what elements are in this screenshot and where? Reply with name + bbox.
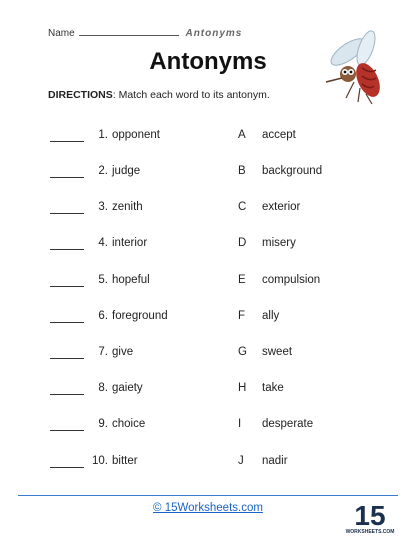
- answer-blank[interactable]: [50, 358, 84, 359]
- row-2: [0, 165, 416, 183]
- item-word: hopeful: [112, 274, 150, 286]
- answer-blank[interactable]: [50, 430, 84, 431]
- row-1: [0, 129, 416, 147]
- item-number: 9.: [98, 418, 108, 430]
- answer-blank[interactable]: [50, 394, 84, 395]
- option-letter: J: [238, 455, 244, 467]
- logo-number: 15: [354, 500, 386, 531]
- mosquito-icon: [318, 30, 394, 106]
- item-word: bitter: [112, 455, 138, 467]
- option-letter: A: [238, 129, 246, 141]
- item-word: gaiety: [112, 382, 143, 394]
- item-number: 5.: [98, 274, 108, 286]
- item-number: 4.: [98, 237, 108, 249]
- directions: [48, 89, 270, 101]
- row-3: [0, 201, 416, 219]
- item-word: opponent: [112, 129, 160, 141]
- footer-divider: [18, 495, 398, 496]
- row-5: [0, 274, 416, 292]
- item-number: 10.: [92, 455, 108, 467]
- item-number: 1.: [98, 129, 108, 141]
- answer-blank[interactable]: [50, 249, 84, 250]
- option-antonym: nadir: [262, 455, 288, 467]
- option-letter: I: [238, 418, 242, 430]
- answer-blank[interactable]: [50, 286, 84, 287]
- name-label: Name: [48, 28, 75, 39]
- option-antonym: sweet: [262, 346, 293, 358]
- option-antonym: take: [262, 382, 284, 394]
- row-4: [0, 237, 416, 255]
- option-antonym: ally: [262, 310, 280, 322]
- option-letter: G: [238, 346, 247, 358]
- option-antonym: accept: [262, 129, 296, 141]
- option-antonym: misery: [262, 237, 296, 249]
- item-word: judge: [112, 165, 141, 177]
- option-letter: E: [238, 274, 246, 286]
- name-row: [48, 26, 242, 39]
- item-number: 7.: [98, 346, 108, 358]
- item-word: give: [112, 346, 134, 358]
- item-number: 3.: [98, 201, 108, 213]
- row-6: [0, 310, 416, 328]
- item-number: 8.: [98, 382, 108, 394]
- row-9: [0, 418, 416, 436]
- option-letter: F: [238, 310, 246, 322]
- copyright-link[interactable]: © 15Worksheets.com: [153, 502, 263, 514]
- option-antonym: background: [262, 165, 323, 177]
- option-antonym: compulsion: [262, 274, 321, 286]
- option-antonym: desperate: [262, 418, 314, 430]
- row-8: [0, 382, 416, 400]
- row-7: [0, 346, 416, 364]
- directions-label: DIRECTIONS: [48, 89, 113, 101]
- worksheet-subtitle: Antonyms: [185, 28, 243, 39]
- option-letter: B: [238, 165, 246, 177]
- answer-blank[interactable]: [50, 322, 84, 323]
- item-word: zenith: [112, 201, 143, 213]
- option-letter: C: [238, 201, 247, 213]
- answer-blank[interactable]: [50, 467, 84, 468]
- worksheets-logo: [345, 498, 395, 536]
- item-word: interior: [112, 237, 148, 249]
- directions-text: : Match each word to its antonym.: [112, 89, 270, 101]
- item-word: choice: [112, 418, 146, 430]
- item-number: 6.: [98, 310, 108, 322]
- name-line[interactable]: [79, 26, 179, 36]
- option-letter: H: [238, 382, 247, 394]
- answer-blank[interactable]: [50, 141, 84, 142]
- item-word: foreground: [112, 310, 168, 322]
- answer-blank[interactable]: [50, 213, 84, 214]
- answer-blank[interactable]: [50, 177, 84, 178]
- option-antonym: exterior: [262, 201, 301, 213]
- option-letter: D: [238, 237, 247, 249]
- page-title: Antonyms: [149, 48, 267, 75]
- row-10: [0, 455, 416, 473]
- logo-text: WORKSHEETS.COM: [345, 529, 395, 535]
- item-number: 2.: [98, 165, 108, 177]
